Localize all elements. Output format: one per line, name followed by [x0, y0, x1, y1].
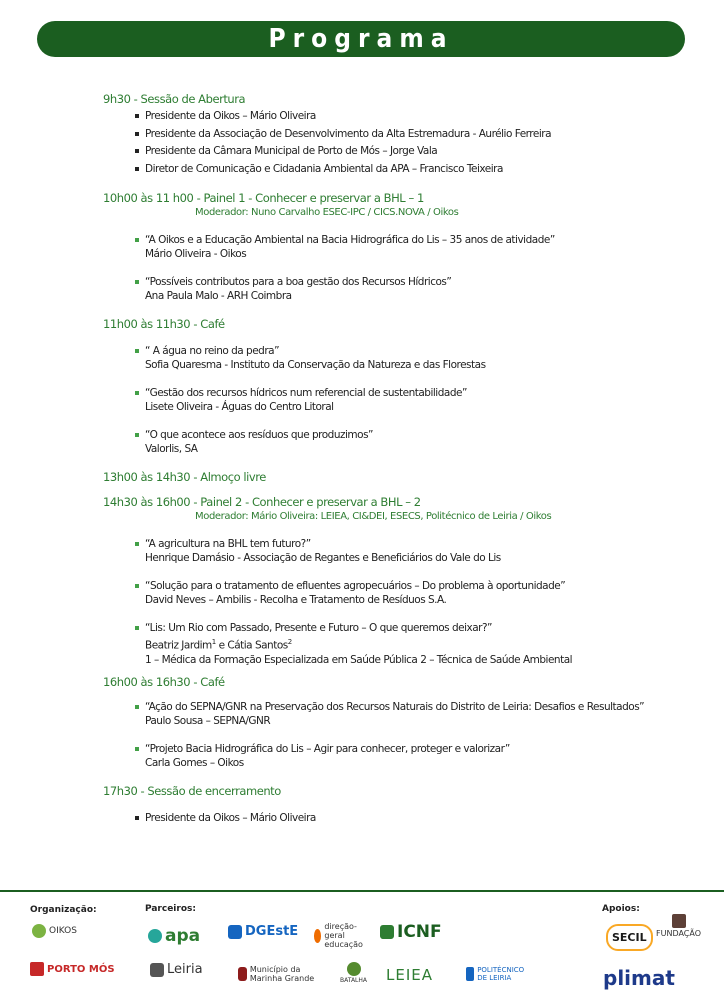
talk-speaker: Paulo Sousa – SEPNA/GNR	[145, 714, 271, 727]
leiea-logo: LEIEA	[386, 966, 433, 984]
apoios-label: Apoios:	[602, 904, 640, 914]
talk-speaker: David Neves – Ambilis - Recolha e Tratamento de Resíduos S.A.	[145, 594, 447, 606]
talk-item	[145, 275, 663, 303]
moderator-panel-2: Moderador: Mário Oliveira: LEIEA, CI&DEI, ESECS, Politécnico de Leiria / Oikos	[195, 511, 552, 522]
marinha-crest-icon	[238, 967, 247, 981]
list-item: Presidente da Oikos – Mário Oliveira	[145, 811, 663, 825]
talk-speakers	[145, 635, 663, 653]
section-heading-closing: 17h30 - Sessão de encerramento	[103, 783, 281, 798]
leiria-logo: Leiria	[150, 962, 203, 977]
talk-item	[145, 579, 663, 607]
organizacao-label: Organização:	[30, 905, 97, 915]
talk-item	[145, 428, 663, 456]
talk-title: “A Oikos e a Educação Ambiental na Bacia Hidrográfica do Lis – 35 anos de atividade”	[145, 234, 555, 246]
oikos-icon	[32, 924, 46, 938]
oikos-logo: OIKOS	[32, 924, 77, 938]
plimat-logo: plimat	[603, 966, 675, 990]
talk-title: “Projeto Bacia Hidrográfica do Lis – Agir para conhecer, proteger e valorizar”	[145, 742, 510, 755]
fundacao-logo: FUNDAÇÃO	[656, 914, 701, 938]
list-item: Diretor de Comunicação e Cidadania Ambiental da APA – Francisco Teixeira	[145, 162, 663, 176]
section-heading-opening: 9h30 - Sessão de Abertura	[103, 92, 246, 106]
section-heading-lunch: 13h00 às 14h30 - Almoço livre	[103, 470, 266, 484]
talk-title: “ A água no reino da pedra”	[145, 345, 280, 357]
talk-speaker: Mário Oliveira - Oikos	[145, 248, 247, 260]
talk-title: “Solução para o tratamento de efluentes agropecuários – Do problema à oportunidade”	[145, 580, 566, 592]
dgeste-logo: DGEstE	[228, 924, 298, 939]
talk-speaker: Sofia Quaresma - Instituto da Conservação da Natureza e das Florestas	[145, 359, 486, 371]
batalha-icon	[347, 962, 361, 976]
fundacao-icon	[672, 914, 686, 928]
dge-icon	[314, 929, 321, 943]
program-content	[103, 92, 663, 828]
talk-item	[145, 386, 663, 414]
list-item: Presidente da Câmara Municipal de Porto de Mós – Jorge Vala	[145, 144, 663, 158]
talk-title: “Lis: Um Rio com Passado, Presente e Futuro – O que queremos deixar?”	[145, 622, 492, 634]
closing-list	[103, 811, 663, 825]
page-title: Programa	[268, 24, 454, 54]
moderator-panel-1: Moderador: Nuno Carvalho ESEC-IPC / CICS.NOVA / Oikos	[195, 207, 459, 218]
dgeste-icon	[228, 925, 242, 939]
porto-mos-logo: PORTO MÓS	[30, 962, 115, 976]
speaker-name: e Cátia Santos	[215, 639, 288, 652]
apa-icon	[148, 929, 162, 943]
talk-item	[145, 233, 663, 261]
footnote-mark: 1	[211, 638, 216, 646]
politecnico-icon	[466, 967, 474, 981]
footer-divider	[0, 890, 724, 892]
batalha-logo: BATALHA	[340, 962, 367, 984]
dge-logo: direção-geral educação	[314, 922, 374, 949]
talk-speaker: Carla Gomes – Oikos	[145, 756, 244, 769]
talk-title: “Possíveis contributos para a boa gestão dos Recursos Hídricos”	[145, 276, 452, 288]
talk-item	[145, 537, 663, 565]
icnf-icon	[380, 925, 394, 939]
talk-speaker: Lisete Oliveira - Águas do Centro Litoral	[145, 401, 334, 413]
talk-title: “O que acontece aos resíduos que produzimos”	[145, 429, 373, 441]
panel-2-list	[103, 537, 663, 667]
talk-item	[145, 621, 663, 667]
footnote-mark: 2	[287, 638, 292, 646]
talk-speaker: Henrique Damásio - Associação de Regantes e Beneficiários do Vale do Lis	[145, 552, 501, 564]
coffee-2-list	[103, 700, 663, 770]
talk-item	[145, 700, 663, 728]
opening-list	[103, 109, 663, 176]
talk-item	[145, 344, 663, 372]
title-banner	[37, 21, 685, 57]
speaker-name: Beatriz Jardim	[145, 639, 212, 652]
apa-logo: apa	[148, 926, 200, 946]
talk-title: “Gestão dos recursos hídricos num referencial de sustentabilidade”	[145, 387, 467, 399]
coffee-1-list	[103, 344, 663, 456]
politecnico-logo: POLITÉCNICO DE LEIRIA	[466, 966, 526, 982]
leiria-crest-icon	[150, 963, 164, 977]
secil-logo: SECIL	[606, 924, 653, 951]
section-heading-coffee-1: 11h00 às 11h30 - Café	[103, 317, 225, 331]
talk-speaker: Valorlis, SA	[145, 443, 198, 455]
list-item: Presidente da Oikos – Mário Oliveira	[145, 109, 663, 123]
section-heading-panel-1: 10h00 às 11 h00 - Painel 1 - Conhecer e preservar a BHL – 1	[103, 191, 424, 205]
talk-title: “Ação do SEPNA/GNR na Preservação dos Recursos Naturais do Distrito de Leiria: Desafios e Resultados”	[145, 700, 645, 713]
speaker-roles-note: 1 – Médica da Formação Especializada em Saúde Pública 2 – Técnica de Saúde Ambiental	[145, 653, 573, 666]
list-item: Presidente da Associação de Desenvolvimento da Alta Estremadura - Aurélio Ferreira	[145, 127, 663, 141]
talk-speaker: Ana Paula Malo - ARH Coimbra	[145, 290, 292, 302]
section-heading-coffee-2: 16h00 às 16h30 - Café	[103, 674, 225, 689]
parceiros-label: Parceiros:	[145, 904, 196, 914]
icnf-logo: ICNF	[380, 922, 442, 942]
crest-icon	[30, 962, 44, 976]
talk-title: “A agricultura na BHL tem futuro?”	[145, 538, 311, 550]
talk-item	[145, 742, 663, 770]
section-heading-panel-2: 14h30 às 16h00 - Painel 2 - Conhecer e preservar a BHL – 2	[103, 495, 421, 509]
marinha-grande-logo: Município da Marinha Grande	[238, 965, 324, 983]
panel-1-list	[103, 233, 663, 303]
